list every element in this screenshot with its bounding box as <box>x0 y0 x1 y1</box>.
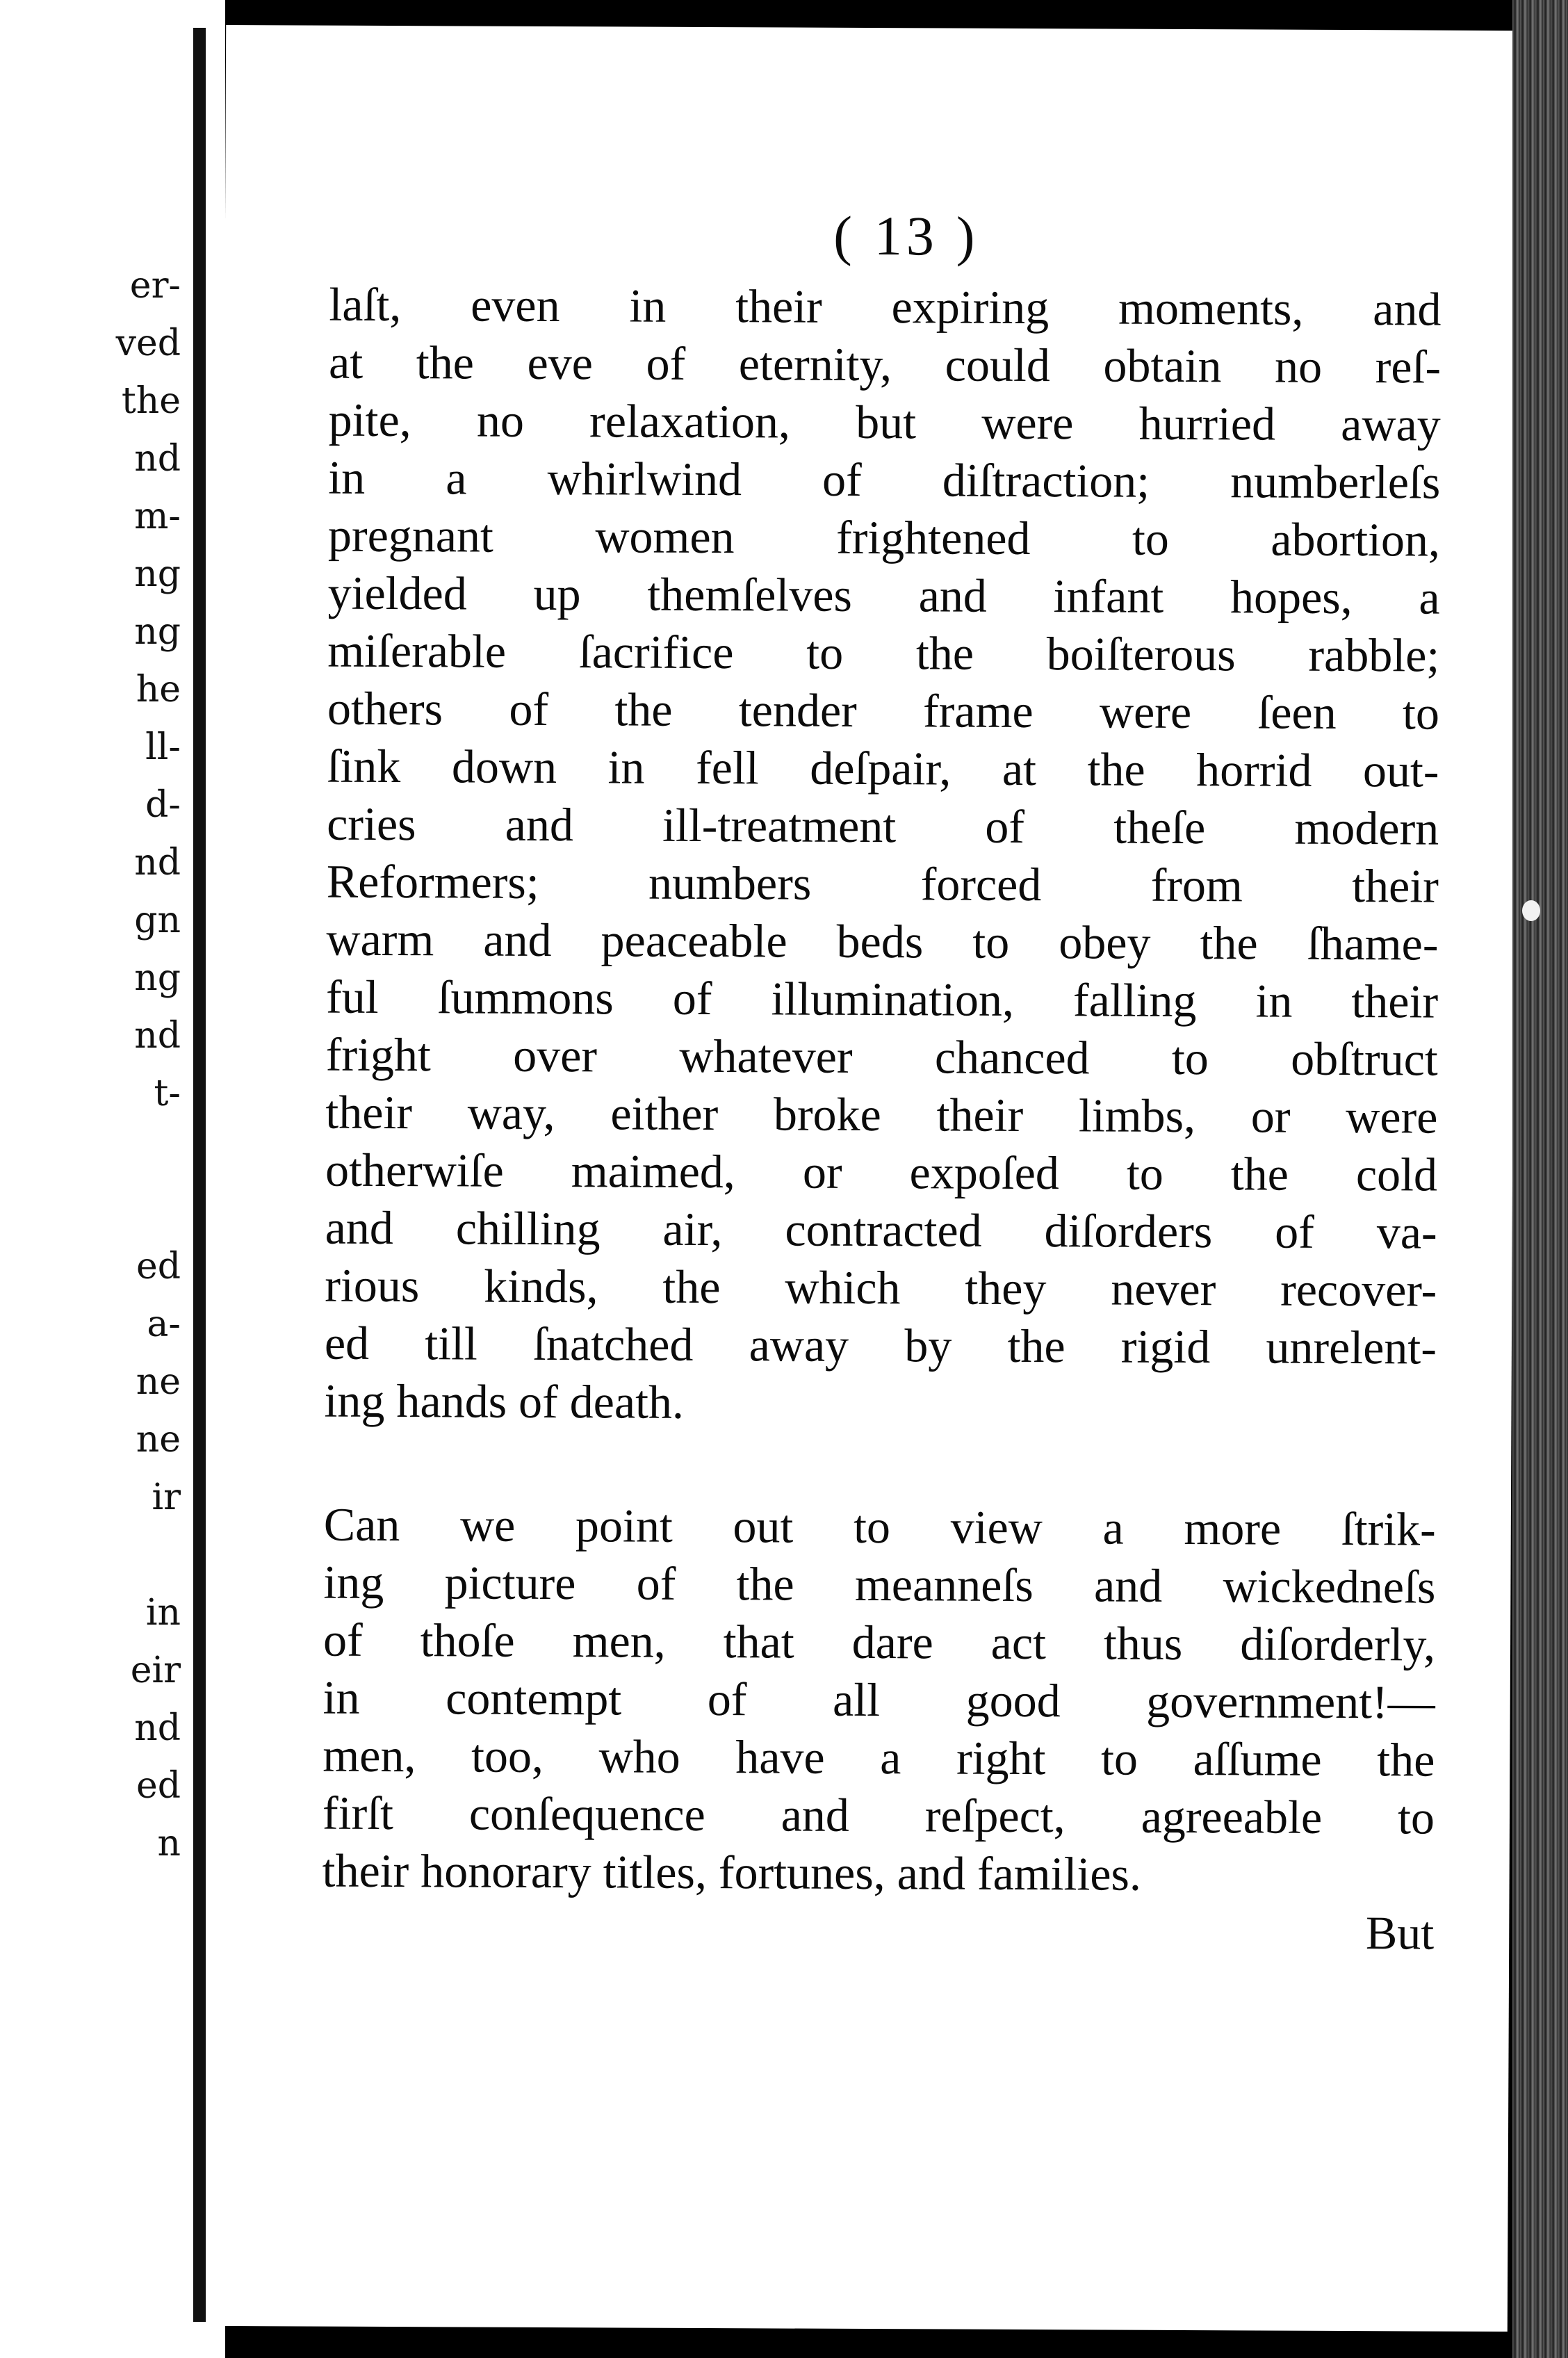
text-line: others of the tender frame were ſeen to <box>327 681 1440 740</box>
left-page-fragment <box>0 1180 188 1238</box>
text-line: pite, no relaxation, but were hurried away <box>328 393 1441 451</box>
left-page-fragment: gn <box>134 900 181 941</box>
left-page-fragment: ed <box>136 1246 181 1287</box>
text-line: and chilling air, contracted diſorders of va- <box>325 1201 1437 1259</box>
text-line: pregnant women frightened to abortion, <box>327 508 1441 567</box>
left-page-fragment <box>0 1123 188 1180</box>
main-page <box>216 25 1517 2332</box>
text-line: otherwiſe maimed, or expoſed to the cold <box>325 1143 1438 1201</box>
left-page-fragment: the <box>121 380 181 422</box>
text-line: their honorary titles, fortunes, and families. <box>322 1844 1142 1901</box>
text-line: Reformers; numbers forced from their <box>326 854 1439 913</box>
left-page-fragment: ir <box>152 1477 181 1518</box>
text-line: ing hands of death. <box>324 1374 685 1429</box>
text-line: fright over whatever chanced to obſtruct <box>325 1027 1438 1086</box>
left-page-fragment: ll- <box>145 726 181 768</box>
left-page-text-fragments <box>0 257 188 1873</box>
page-number: ( 13 ) <box>833 205 979 268</box>
left-facing-page <box>0 0 188 2358</box>
left-page-fragment: ed <box>136 1765 181 1807</box>
left-page-fragment: m- <box>134 496 181 537</box>
left-page-fragment: ng <box>134 553 181 595</box>
text-line: ing picture of the meanneſs and wickedneſs <box>323 1555 1436 1613</box>
text-line: at the eve of eternity, could obtain no reſ- <box>328 335 1442 393</box>
paragraph-2 <box>322 1496 1436 1905</box>
text-line: yielded up themſelves and infant hopes, a <box>327 566 1440 624</box>
left-page-fragment: ng <box>134 957 181 999</box>
left-page-fragment: nd <box>134 842 181 884</box>
text-line: rious kinds, the which they never recover- <box>325 1258 1437 1317</box>
left-page-fragment: t- <box>154 1073 181 1114</box>
left-page-fragment: a- <box>147 1303 181 1345</box>
text-line: miſerable ſacrifice to the boiſterous rabble; <box>327 624 1440 682</box>
binding-shadow <box>193 28 206 2322</box>
left-page-fragment: nd <box>134 438 181 480</box>
left-page-fragment <box>0 1527 188 1584</box>
left-page-fragment: eir <box>130 1650 181 1691</box>
text-line: ſink down in fell deſpair, at the horrid out- <box>327 739 1439 797</box>
text-line: firſt conſequence and reſpect, agreeable to <box>322 1786 1435 1844</box>
text-line: laſt, even in their expiring moments, and <box>329 277 1442 336</box>
paper-stain <box>1522 900 1540 921</box>
catchword: But <box>1365 1906 1435 1960</box>
text-line: their way, either broke their limbs, or were <box>325 1085 1438 1144</box>
text-line: ed till ſnatched away by the rigid unrelent- <box>324 1316 1437 1374</box>
left-page-fragment: in <box>145 1592 181 1634</box>
left-page-fragment: ng <box>134 611 181 653</box>
left-page-fragment: ved <box>115 323 181 364</box>
left-page-fragment: er- <box>129 265 181 307</box>
left-page-fragment: n <box>157 1823 181 1864</box>
text-line: men, too, who have a right to aſſume the <box>322 1728 1435 1787</box>
text-line: of thoſe men, that dare act thus diſorderly, <box>322 1613 1436 1671</box>
paragraph-gap <box>324 1430 1436 1501</box>
book-fore-edge <box>1512 0 1568 2358</box>
text-line: Can we point out to view a more ſtrik- <box>323 1497 1436 1556</box>
text-line: in a whirlwind of diſtraction; numberleſs <box>328 450 1441 509</box>
text-line: warm and peaceable beds to obey the ſhame- <box>326 912 1439 970</box>
text-line: in contempt of all good government!— <box>322 1670 1435 1729</box>
left-page-fragment: nd <box>134 1707 181 1749</box>
left-page-fragment: ne <box>136 1419 181 1461</box>
text-line: cries and ill-treatment of theſe modern <box>327 797 1439 855</box>
text-line: ful ſummons of illumination, falling in their <box>325 970 1439 1028</box>
left-page-fragment: ne <box>136 1361 181 1403</box>
left-page-fragment: he <box>136 669 181 710</box>
page-text-block <box>322 193 1442 1962</box>
left-page-fragment: nd <box>134 1015 181 1057</box>
left-page-fragment: d- <box>145 784 181 826</box>
paragraph-1 <box>324 276 1441 1435</box>
